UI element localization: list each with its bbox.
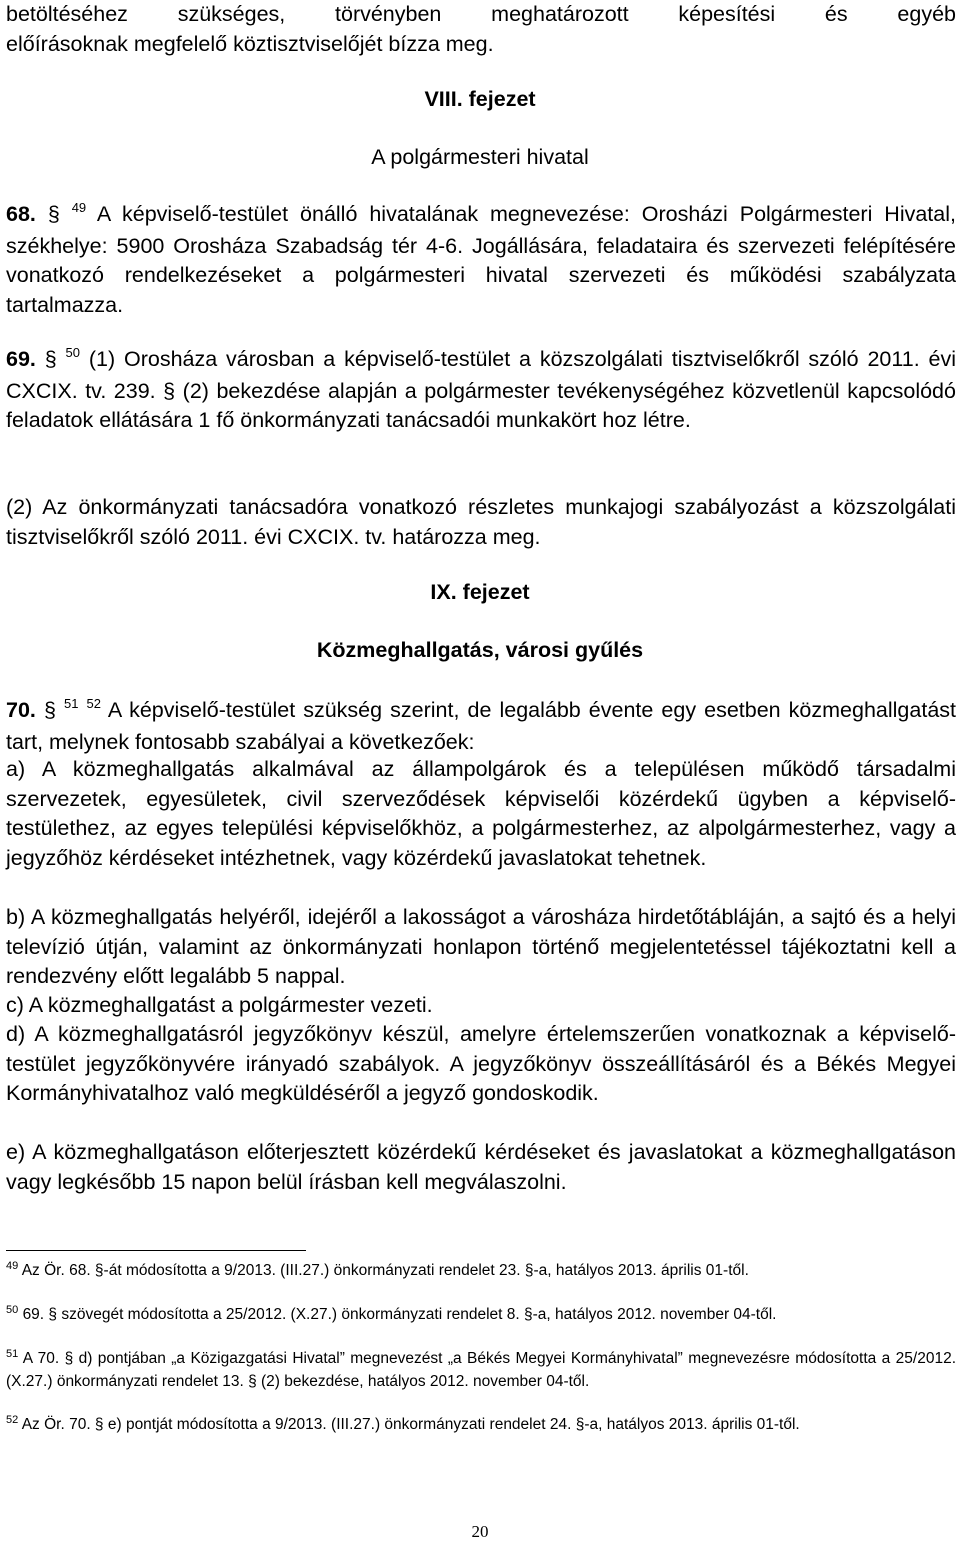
section-68-text: A képviselő-testület önálló hivatalának megnevezése: Orosházi Polgármesteri Hivatal, székhelye: 5900 Orosháza Szabadság tér 4-6. Jogállására, feladataira és szervezeti felépítésére vonatkozó rendelkezéseket a polgármesteri hivatal szervezeti és működési szabályzata tartalmazza. <box>6 202 956 317</box>
section-68-number: 68. <box>6 202 36 226</box>
section-sign: § <box>44 347 57 371</box>
section-69-text-a: (1) Orosháza városban a képviselő-testület a közszolgálati tisztviselőkről szóló 2011. évi CXCIX. tv. 239. <box>6 347 956 403</box>
chapter-9-subtitle: Közmeghallgatás, városi gyűlés <box>316 638 644 662</box>
footnote-52 <box>6 1414 956 1437</box>
section-70 <box>6 696 956 757</box>
page-number: 20 <box>471 1522 489 1541</box>
section-69-text-b: (2) bekezdése alapján a polgármester tevékenységéhez közvetlenül kapcsolódó feladatok ellátására 1 fő önkormányzati tanácsadói munkakört hoz létre. <box>6 378 956 432</box>
footnote-number: 52 <box>6 1414 19 1426</box>
continued-line-1: betöltéséhez szükséges, törvényben meghatározott képesítési és egyéb <box>6 2 956 26</box>
footnote-ref-52[interactable]: 52 <box>86 696 101 711</box>
chapter-9-title: IX. fejezet <box>430 580 530 604</box>
section-70-number: 70. <box>6 698 36 722</box>
section-70-point-b: b) A közmeghallgatás helyéről, idejéről a lakosságot a városháza hirdetőtábláján, a sajtó és a helyi televízió útján, valamint az önkormányzati honlapon történő megjelentetéssel tájékoztatni kell a rendezvény előtt legalább 5 nappal. <box>6 905 956 988</box>
footnote-ref-51[interactable]: 51 <box>63 696 79 711</box>
section-69-number: 69. <box>6 347 36 371</box>
section-69 <box>6 345 956 436</box>
footnote-separator <box>6 1250 306 1251</box>
footnote-ref-49[interactable]: 49 <box>71 200 87 215</box>
footnote-text: Az Ör. 68. §-át módosította a 9/2013. (III.27.) önkormányzati rendelet 23. §-a, hatályos 2013. április 01-től. <box>21 1262 749 1279</box>
section-sign: § <box>163 378 176 403</box>
footnote-number: 51 <box>6 1348 19 1360</box>
footnote-49 <box>6 1260 956 1283</box>
section-70-point-e: e) A közmeghallgatáson előterjesztett közérdekű kérdéseket és javaslatokat a közmeghallgatáson vagy legkésőbb 15 napon belül írásban kell megválaszolni. <box>6 1140 956 1194</box>
footnote-text: 69. § szövegét módosította a 25/2012. (X.27.) önkormányzati rendelet 8. §-a, hatályos 2012. november 04-től. <box>22 1306 777 1323</box>
section-70-point-a: a) A közmeghallgatás alkalmával az állampolgárok és a településen működő társadalmi szervezetek, egyesületek, civil szerveződések képviselői közérdekű ügyben a képviselő-testülethez, az egyes települési képviselőkhöz, a polgármesterhez, az alpolgármesterhez, vagy a jegyzőhöz kérdéseket intézhetnek, vagy közérdekű javaslatokat tehetnek. <box>6 757 956 870</box>
continued-line-2: előírásoknak megfelelő köztisztviselőjét bízza meg. <box>6 31 494 56</box>
footnote-number: 49 <box>6 1260 19 1272</box>
footnote-51 <box>6 1348 956 1393</box>
section-69-paragraph-2: (2) Az önkormányzati tanácsadóra vonatkozó részletes munkajogi szabályozást a közszolgálati tisztviselőkről szóló 2011. évi CXCIX. tv. határozza meg. <box>6 495 956 549</box>
section-68 <box>6 200 956 320</box>
footnote-text: Az Ör. 70. § e) pontját módosította a 9/2013. (III.27.) önkormányzati rendelet 24. §-a, hatályos 2013. április 01-től. <box>21 1416 800 1433</box>
continued-paragraph <box>6 0 956 59</box>
footnote-text: A 70. § d) pontjában „a Közigazgatási Hivatal” megnevezést „a Békés Megyei Kormányhivatal” megnevezésre módosította a 25/2012. (X.27.) önkormányzati rendelet 13. § (2) bekezdése, hatályos 2012. november 04-től. <box>6 1350 957 1390</box>
footnote-number: 50 <box>6 1304 19 1316</box>
chapter-8-subtitle: A polgármesteri hivatal <box>371 145 589 169</box>
section-70-point-d: d) A közmeghallgatásról jegyzőkönyv készül, amelyre értelemszerűen vonatkoznak a képviselő-testület jegyzőkönyvére irányadó szabályok. A jegyzőkönyv összeállításáról és a Békés Megyei Kormányhivatalhoz való megküldéséről a jegyző gondoskodik. <box>6 1022 956 1105</box>
section-70-intro: A képviselő-testület szükség szerint, de legalább évente egy esetben közmeghallgatást tart, melynek fontosabb szabályai a következőek: <box>6 698 957 754</box>
footnote-ref-50[interactable]: 50 <box>65 345 81 360</box>
section-70-point-c: c) A közmeghallgatást a polgármester vezeti. <box>6 993 433 1017</box>
section-sign: § <box>43 698 56 722</box>
chapter-8-title: VIII. fejezet <box>424 87 536 111</box>
footnote-50 <box>6 1304 956 1327</box>
section-sign: § <box>47 202 60 226</box>
